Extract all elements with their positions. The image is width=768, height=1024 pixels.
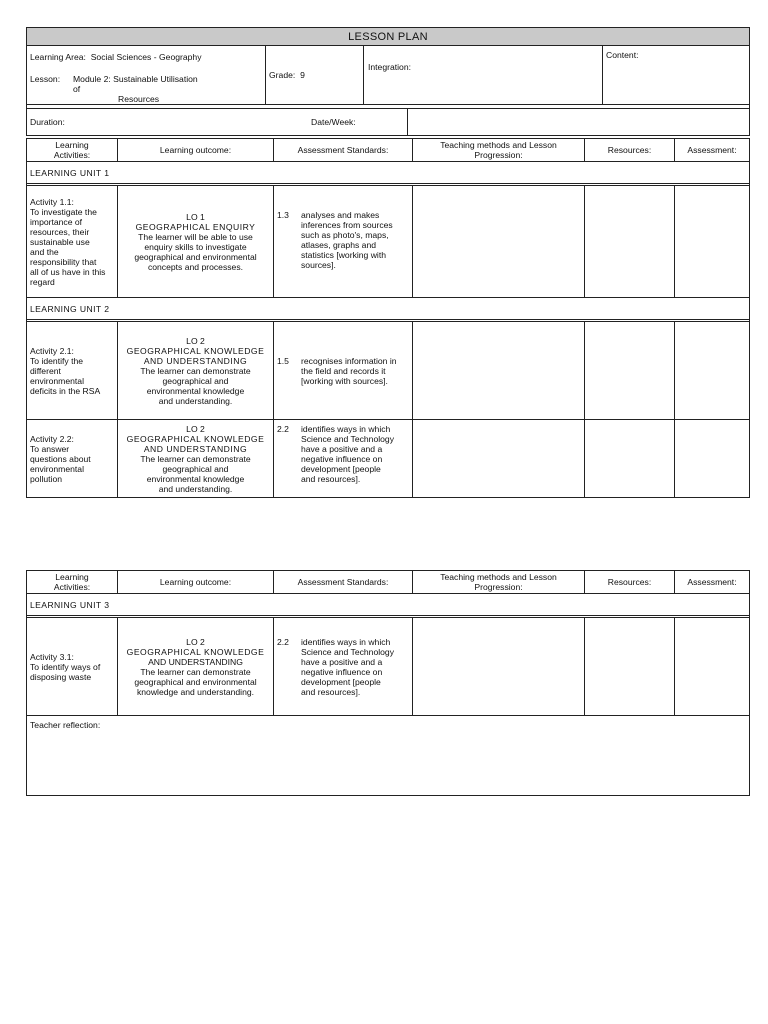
standard-text-line: sources]. (301, 260, 336, 270)
assessment-2-1 (675, 322, 750, 420)
methods-1-1 (413, 186, 585, 298)
outcome-text-line: GEOGRAPHICAL KNOWLEDGE (126, 646, 265, 657)
outcome-text-line: GEOGRAPHICAL KNOWLEDGE (126, 433, 265, 444)
learning-area-lesson-cell (27, 46, 266, 105)
activities-table-1 (26, 138, 750, 498)
outcome-text-line: The learner can demonstrate (140, 453, 251, 464)
standard-text-line: identifies ways in which (301, 636, 391, 647)
col-learning-outcome: Learning outcome: (118, 139, 274, 162)
activity-text-line: Activity 2.1: (30, 345, 74, 356)
page-title: LESSON PLAN (27, 28, 750, 46)
learning-area-value: Social Sciences - Geography (90, 52, 202, 62)
standard-text-line: identifies ways in which (301, 424, 391, 434)
lesson-plan-table (26, 27, 750, 136)
col-assessment-2: Assessment: (675, 571, 750, 594)
activity-1-1 (27, 186, 118, 298)
outcome-text-line: geographical and (162, 463, 229, 474)
activity-text-line: environmental (30, 375, 84, 386)
activity-text-line: Activity 1.1: (30, 196, 74, 207)
methods-2-2 (413, 420, 585, 498)
col-learning-outcome-2: Learning outcome: (118, 571, 274, 594)
standard-text-line: Science and Technology (301, 646, 395, 657)
table-row (27, 420, 750, 498)
outcome-text-line: AND UNDERSTANDING (143, 443, 248, 454)
activity-text-line: deficits in the RSA (30, 385, 101, 396)
standard-1-1: 1.3 analyses and makes inferences from sources such as photo's, maps, atlases, graphs and statistics [working with sources]. (274, 186, 413, 298)
activity-text-line: importance of (30, 216, 83, 227)
learning-area-label: Learning Area: (30, 52, 86, 62)
outcome-1-1 (118, 186, 274, 298)
standard-2-1: 1.5 recognises information in the field and records it [working with sources]. (274, 322, 413, 420)
table-row (27, 618, 750, 716)
resources-2-2 (585, 420, 675, 498)
activity-text-line: To identify ways of (30, 661, 101, 672)
outcome-text-line: knowledge and understanding. (136, 686, 255, 697)
outcome-text-line: environmental knowledge (146, 473, 245, 484)
grade-value: 9 (300, 70, 305, 80)
activity-text-line: regard (30, 276, 55, 287)
outcome-text-line: GEOGRAPHICAL ENQUIRY (135, 221, 256, 232)
teacher-reflection-cell (27, 716, 750, 796)
activity-text-line: disposing waste (30, 671, 92, 682)
content-label: Content: (606, 50, 639, 60)
assessment-3-1 (675, 618, 750, 716)
col-assessment: Assessment: (675, 139, 750, 162)
standard-text-line: negative influence on (301, 666, 383, 677)
activity-text-line: and the (30, 246, 59, 257)
standard-text-line: the field and records it (301, 365, 386, 376)
date-week-cell (311, 109, 750, 136)
standard-2-2: 2.2 identifies ways in which Science and Technology have a positive and a negative influence on development [people and resources]. (274, 420, 413, 498)
outcome-text-line: environmental knowledge (146, 385, 245, 396)
grade-cell (266, 46, 364, 105)
activity-3-1 (27, 618, 118, 716)
standard-text-line: such as photo's, maps, (301, 230, 389, 240)
resources-2-1 (585, 322, 675, 420)
methods-3-1 (413, 618, 585, 716)
standard-text-line: [working with sources]. (301, 375, 388, 386)
standard-text-line: inferences from sources (301, 220, 393, 230)
standard-text-line: development [people (301, 676, 381, 687)
outcome-text-line: AND UNDERSTANDING (143, 355, 248, 366)
activity-text-line: sustainable use (30, 236, 90, 247)
activities-table-2 (26, 570, 750, 796)
activity-text-line: Activity 3.1: (30, 651, 74, 662)
col-resources-2: Resources: (585, 571, 675, 594)
col-learning-activities-2: Learning Activities: (27, 571, 118, 594)
activity-text-line: Activity 2.2: (30, 433, 74, 444)
standard-text-line: have a positive and a (301, 444, 383, 454)
standard-text-line: recognises information in (301, 355, 397, 366)
resources-3-1 (585, 618, 675, 716)
col-teaching-methods-2: Teaching methods and Lesson Progression: (413, 571, 585, 594)
outcome-text-line: AND UNDERSTANDING (148, 656, 243, 667)
standard-text-line: atlases, graphs and (301, 240, 377, 250)
outcome-text-line: The learner can demonstrate (140, 666, 251, 677)
content-cell (603, 46, 750, 105)
activity-2-2 (27, 420, 118, 498)
outcome-text-line: The learner can demonstrate (140, 365, 251, 376)
outcome-text-line: LO 1 (186, 211, 205, 222)
lesson-value-line1: Module 2: Sustainable Utilisation of (73, 74, 198, 94)
outcome-2-1 (118, 322, 274, 420)
assessment-1-1 (675, 186, 750, 298)
activity-text-line: all of us have in this (30, 266, 106, 277)
col-assessment-standards-2: Assessment Standards: (274, 571, 413, 594)
outcome-text-line: enquiry skills to investigate (144, 241, 247, 252)
outcome-text-line: geographical and environmental (134, 676, 257, 687)
standard-text-line: statistics [working with (301, 250, 387, 260)
standard-text-line: have a positive and a (301, 656, 383, 667)
standard-text-line: Science and Technology (301, 434, 395, 444)
outcome-text-line: LO 2 (186, 636, 205, 647)
methods-2-1 (413, 322, 585, 420)
activity-text-line: questions about (30, 453, 91, 464)
teacher-reflection-label: Teacher reflection: (30, 720, 101, 730)
standard-text-line: and resources]. (301, 474, 361, 484)
col-assessment-standards: Assessment Standards: (274, 139, 413, 162)
standard-text-line: analyses and makes (301, 210, 380, 220)
outcome-text-line: LO 2 (186, 423, 205, 434)
lesson-label: Lesson: (30, 74, 61, 84)
outcome-text-line: GEOGRAPHICAL KNOWLEDGE (126, 345, 265, 356)
activity-2-1 (27, 322, 118, 420)
outcome-3-1 (118, 618, 274, 716)
activity-text-line: pollution (30, 473, 63, 484)
outcome-text-line: The learner will be able to use (138, 231, 253, 242)
activity-text-line: environmental (30, 463, 84, 474)
date-week-label: Date/Week: (311, 117, 356, 127)
standard-3-1: 2.2 identifies ways in which Science and Technology have a positive and a negative influence on development [people and resources]. (274, 618, 413, 716)
standard-text-line: and resources]. (301, 686, 361, 697)
activity-text-line: To investigate the (30, 206, 97, 217)
activity-text-line: To answer (30, 443, 70, 454)
outcome-text-line: geographical and environmental (134, 251, 257, 262)
learning-unit-2-label: LEARNING UNIT 2 (27, 298, 750, 320)
col-learning-activities: Learning Activities: (27, 139, 118, 162)
standard-text-line: development [people (301, 464, 381, 474)
activity-text-line: resources, their (30, 226, 90, 237)
outcome-text-line: concepts and processes. (147, 261, 244, 272)
outcome-2-2 (118, 420, 274, 498)
learning-unit-1-label: LEARNING UNIT 1 (27, 162, 750, 184)
table-row (27, 322, 750, 420)
outcome-text-line: and understanding. (158, 395, 233, 406)
learning-unit-3-label: LEARNING UNIT 3 (27, 594, 750, 616)
standard-text-line: negative influence on (301, 454, 383, 464)
activity-text-line: responsibility that (30, 256, 97, 267)
col-resources: Resources: (585, 139, 675, 162)
duration-label: Duration: (30, 117, 65, 127)
assessment-2-2 (675, 420, 750, 498)
activity-text-line: To identify the (30, 355, 84, 366)
outcome-text-line: and understanding. (158, 483, 233, 494)
lesson-value-line2: Resources (118, 94, 160, 104)
outcome-text-line: geographical and (162, 375, 229, 386)
outcome-text-line: LO 2 (186, 335, 205, 346)
grade-label: Grade: (269, 70, 296, 80)
table-row (27, 186, 750, 298)
activity-text-line: different (30, 365, 61, 376)
integration-cell (364, 46, 603, 105)
resources-1-1 (585, 186, 675, 298)
col-teaching-methods: Teaching methods and Lesson Progression: (413, 139, 585, 162)
integration-label: Integration: (368, 62, 411, 72)
